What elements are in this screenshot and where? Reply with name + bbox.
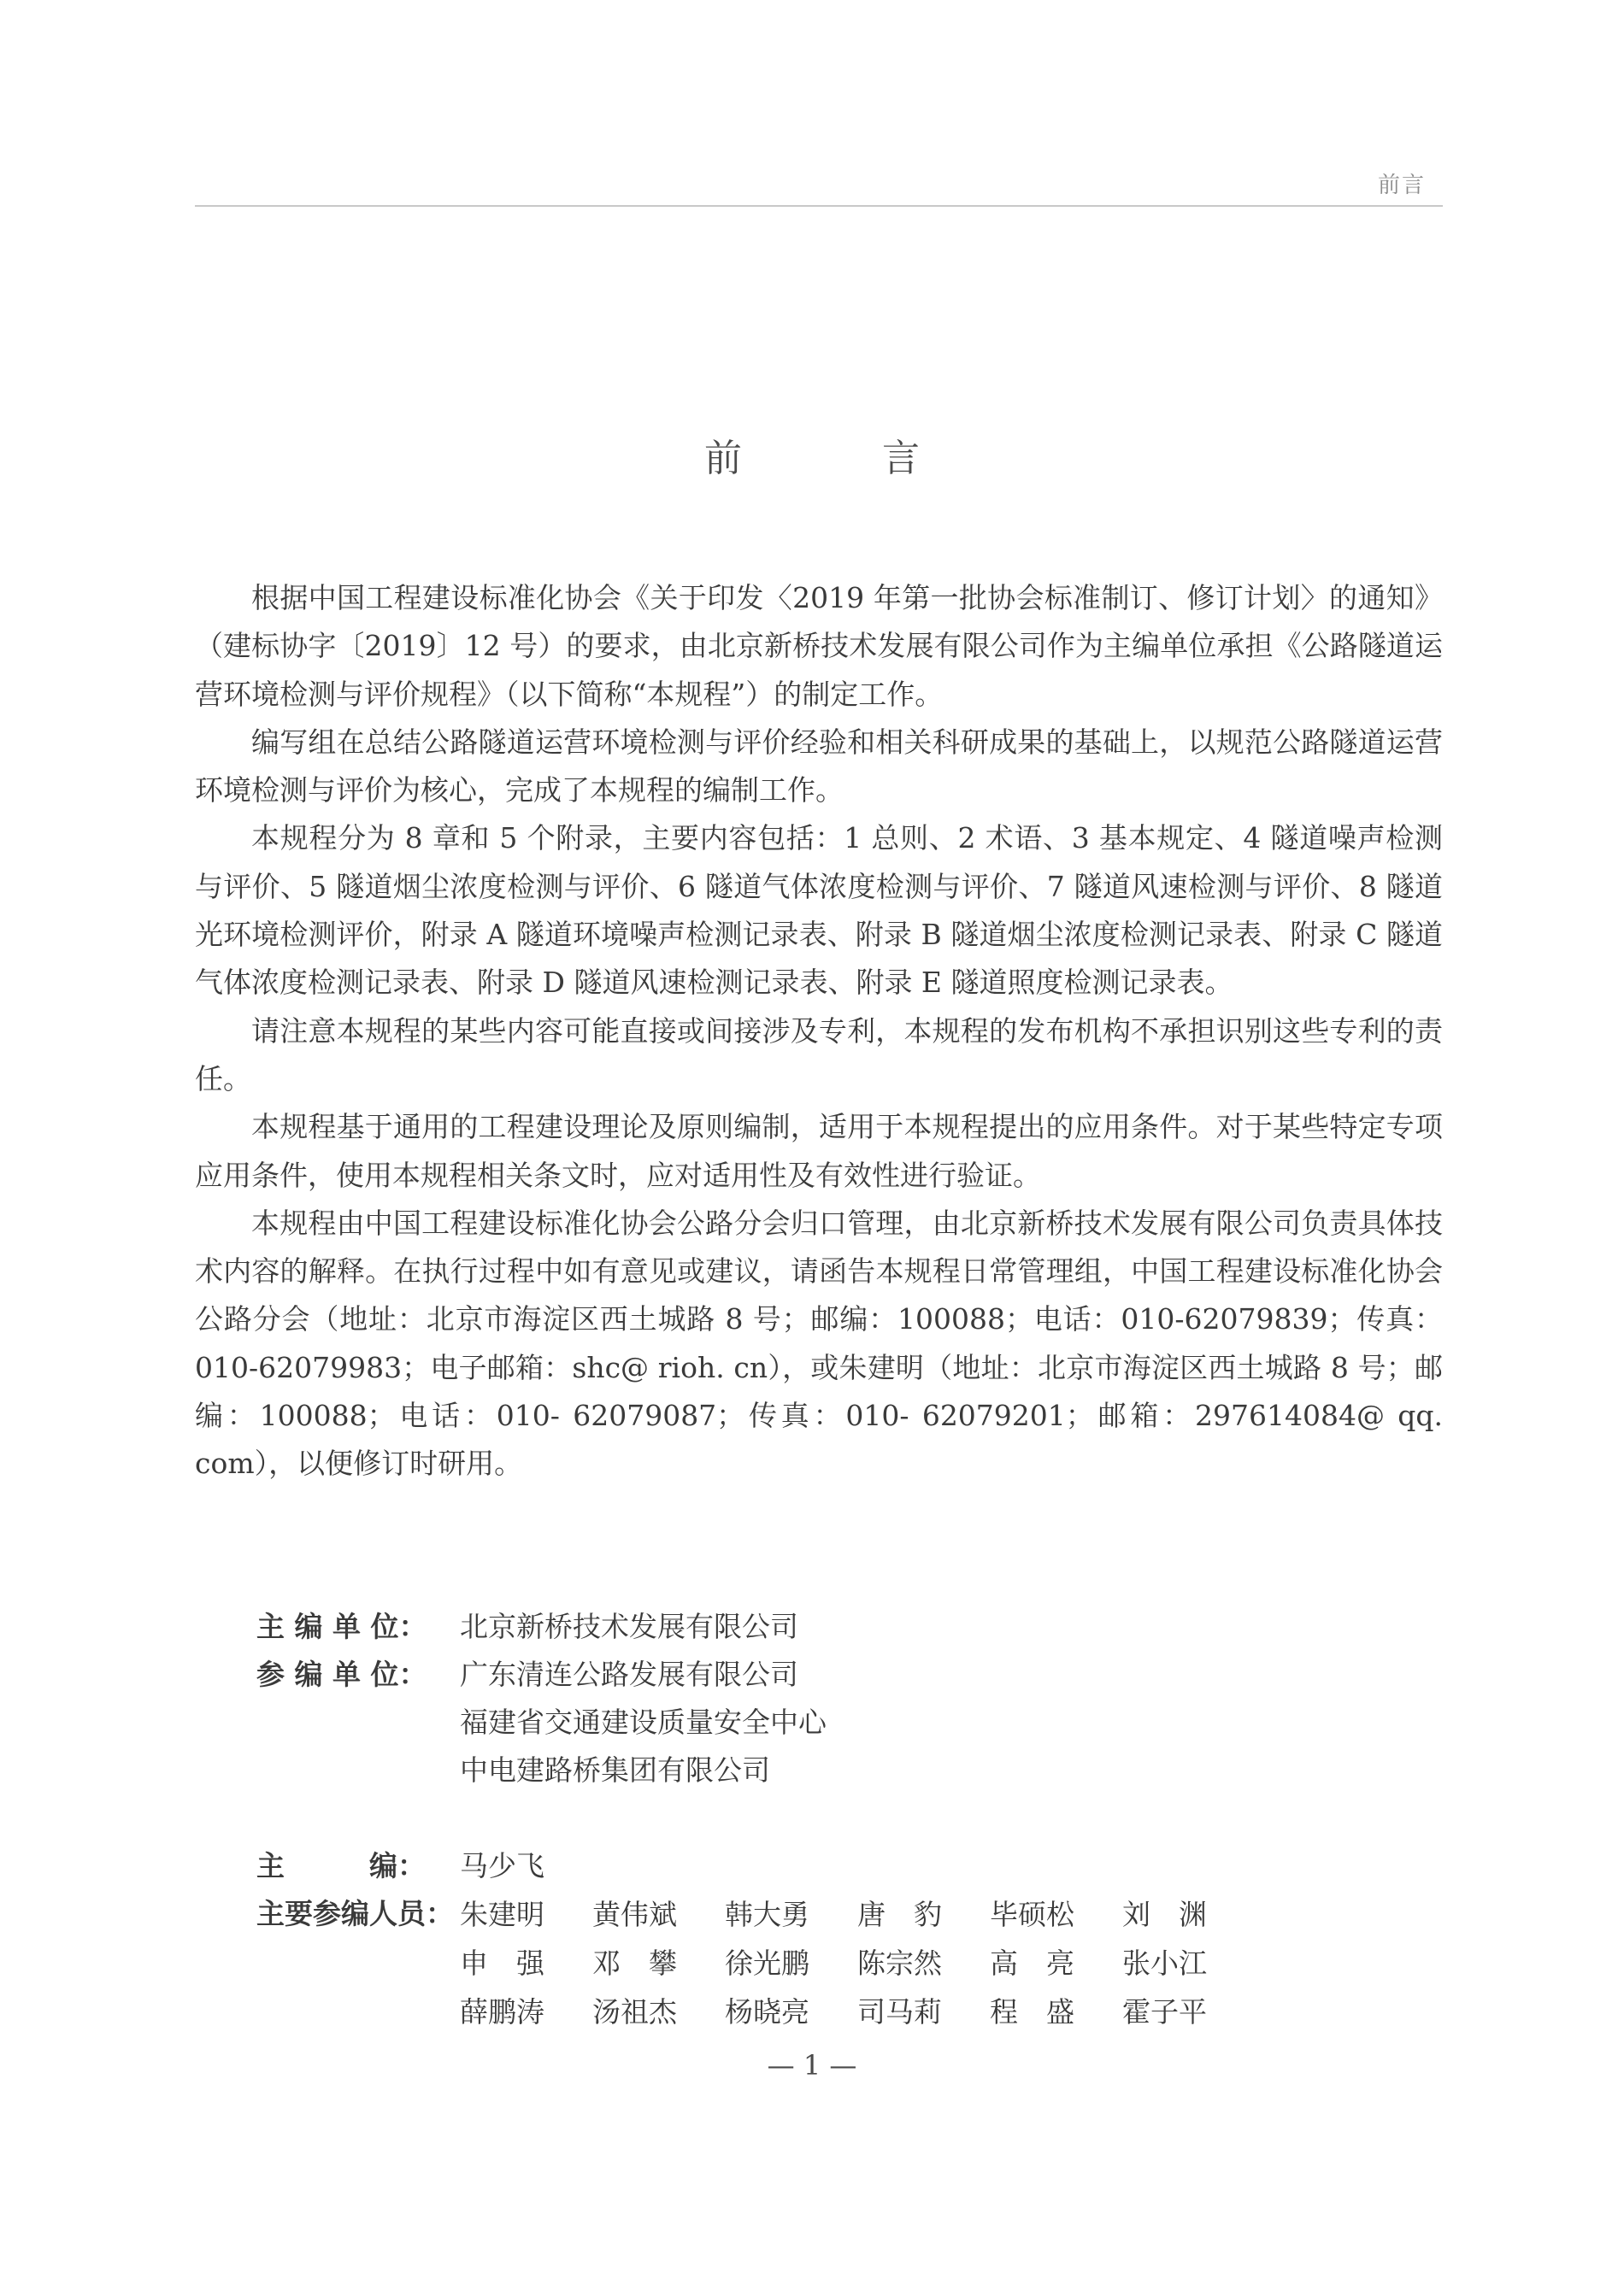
chief-unit-label: 主 编 单 位： (256, 1610, 427, 1643)
participant-name: 杨晓亮 (725, 1995, 809, 2029)
participant-name: 刘 渊 (1122, 1898, 1207, 1931)
participant-name: 朱建明 (460, 1898, 544, 1931)
participant-name: 陈宗然 (857, 1947, 942, 1980)
chief-editor-row (256, 1842, 1368, 1890)
participant-name: 毕硕松 (990, 1898, 1074, 1931)
participant-name: 申 强 (460, 1947, 544, 1980)
participating-units-row (256, 1651, 1368, 1794)
page-number: — 1 — (767, 2049, 857, 2082)
chief-editor-label: 主 编： (256, 1849, 426, 1882)
paragraph: 根据中国工程建设标准化协会《关于印发〈2019 年第一批协会标准制订、修订计划〉的通知》（建标协字〔2019〕12 号）的要求，由北京新桥技术发展有限公司作为主编单位承担《公路隧道运营环境检测与评价规程》（以下简称“本规程”）的制定工作。 (195, 581, 1443, 711)
running-head: 前言 (1377, 173, 1426, 198)
chief-unit: 北京新桥技术发展有限公司 (460, 1610, 798, 1643)
participating-unit: 中电建路桥集团有限公司 (460, 1753, 770, 1787)
main-participants-row (256, 1890, 1368, 2036)
page-title: 前 言 (704, 437, 971, 480)
header-rule (195, 205, 1443, 207)
participant-name: 黄伟斌 (592, 1898, 677, 1931)
paragraph: 本规程分为 8 章和 5 个附录，主要内容包括：1 总则、2 术语、3 基本规定、4 隧道噪声检测与评价、5 隧道烟尘浓度检测与评价、6 隧道气体浓度检测与评价、7 隧道风速检测与评价、8 隧道光环境检测评价，附录 A 隧道环境噪声检测记录表、附录 B 隧道烟尘浓度检测记录表、附录 C 隧道气体浓度检测记录表、附录 D 隧道风速检测记录表、附录 E 隧道照度检测记录表。 (195, 821, 1443, 1000)
participants-grid (460, 1890, 1255, 2036)
participant-name: 程 盛 (990, 1995, 1074, 2029)
participant-name: 薛鹏涛 (460, 1995, 544, 2029)
participant-name: 徐光鹏 (725, 1947, 809, 1980)
participating-units-label: 参 编 单 位： (256, 1658, 427, 1691)
participant-name: 韩大勇 (725, 1898, 809, 1931)
main-participants-label: 主要参编人员： (256, 1897, 454, 1930)
paragraph: 本规程由中国工程建设标准化协会公路分会归口管理，由北京新桥技术发展有限公司负责具体技术内容的解释。在执行过程中如有意见或建议，请函告本规程日常管理组，中国工程建设标准化协会公路分会（地址：北京市海淀区西土城路 8 号；邮编：100088；电话：010-62079839；传真：010-62079983；电子邮箱：shc@ rioh. cn），或朱建明（地址：北京市海淀区西土城路 8 号；邮编：100088；电话：010- 62079087；传真：010- 62079201；邮箱：297614084@ qq. com），以便修订时研用。 (195, 1206, 1443, 1481)
participating-unit: 福建省交通建设质量安全中心 (460, 1706, 827, 1739)
participant-name: 汤祖杰 (592, 1995, 677, 2029)
credits-section (256, 1603, 1368, 2036)
paragraph: 请注意本规程的某些内容可能直接或间接涉及专利，本规程的发布机构不承担识别这些专利的责任。 (195, 1013, 1443, 1095)
participant-name: 张小江 (1122, 1947, 1207, 1980)
paragraph: 本规程基于通用的工程建设理论及原则编制，适用于本规程提出的应用条件。对于某些特定专项应用条件，使用本规程相关条文时，应对适用性及有效性进行验证。 (195, 1110, 1443, 1192)
participant-name: 唐 豹 (857, 1898, 942, 1931)
chief-editor: 马少飞 (460, 1849, 544, 1882)
participant-name: 司马莉 (857, 1995, 942, 2029)
participant-name: 邓 攀 (592, 1947, 677, 1980)
chief-unit-row (256, 1603, 1368, 1651)
participant-name: 高 亮 (990, 1947, 1074, 1980)
preface-body (195, 574, 1443, 1489)
participating-unit: 广东清连公路发展有限公司 (460, 1658, 798, 1691)
paragraph: 编写组在总结公路隧道运营环境检测与评价经验和相关科研成果的基础上，以规范公路隧道运营环境检测与评价为核心，完成了本规程的编制工作。 (195, 725, 1443, 807)
participant-name: 霍子平 (1122, 1995, 1207, 2029)
